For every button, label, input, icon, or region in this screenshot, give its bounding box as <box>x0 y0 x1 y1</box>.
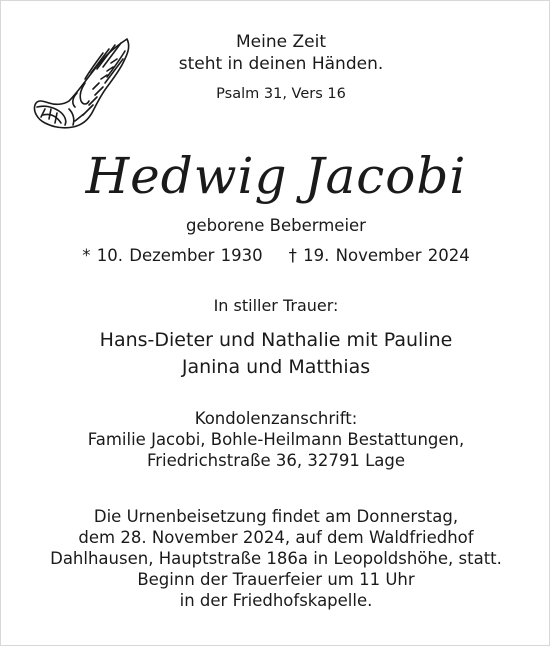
funeral-line: in der Friedhofskapelle. <box>179 591 373 610</box>
deceased-name: Hedwig Jacobi <box>85 147 467 205</box>
quote-line: Meine Zeit <box>236 32 326 52</box>
mourner-line: Janina und Matthias <box>181 356 371 378</box>
life-dates <box>1 245 550 267</box>
condolence-line: Familie Jacobi, Bohle-Heilmann Bestattungen, <box>87 430 465 449</box>
condolence-line: Kondolenzanschrift: <box>194 409 358 428</box>
psalm-quote <box>141 31 421 104</box>
mourners <box>1 327 550 381</box>
mourning-intro: In stiller Trauer: <box>213 296 339 315</box>
condolence-line: Friedrichstraße 36, 32791 Lage <box>146 451 406 470</box>
funeral-line: dem 28. November 2024, auf dem Waldfriedhof <box>78 528 474 547</box>
mourner-line: Hans-Dieter und Nathalie mit Pauline <box>99 329 453 351</box>
funeral-line: Die Urnenbeisetzung findet am Donnerstag, <box>93 507 459 526</box>
funeral-details <box>1 506 550 611</box>
death-date: † 19. November 2024 <box>288 246 470 265</box>
quote-line: steht in deinen Händen. <box>178 54 384 74</box>
praying-hands-icon <box>23 33 135 137</box>
funeral-line: Dahlhausen, Hauptstraße 186a in Leopoldshöhe, statt. <box>50 549 502 568</box>
birth-date: * 10. Dezember 1930 <box>82 246 263 265</box>
quote-source: Psalm 31, Vers 16 <box>216 86 346 102</box>
birth-name: geborene Bebermeier <box>186 216 366 235</box>
funeral-line: Beginn der Trauerfeier um 11 Uhr <box>137 570 415 589</box>
condolence-address <box>1 408 550 471</box>
